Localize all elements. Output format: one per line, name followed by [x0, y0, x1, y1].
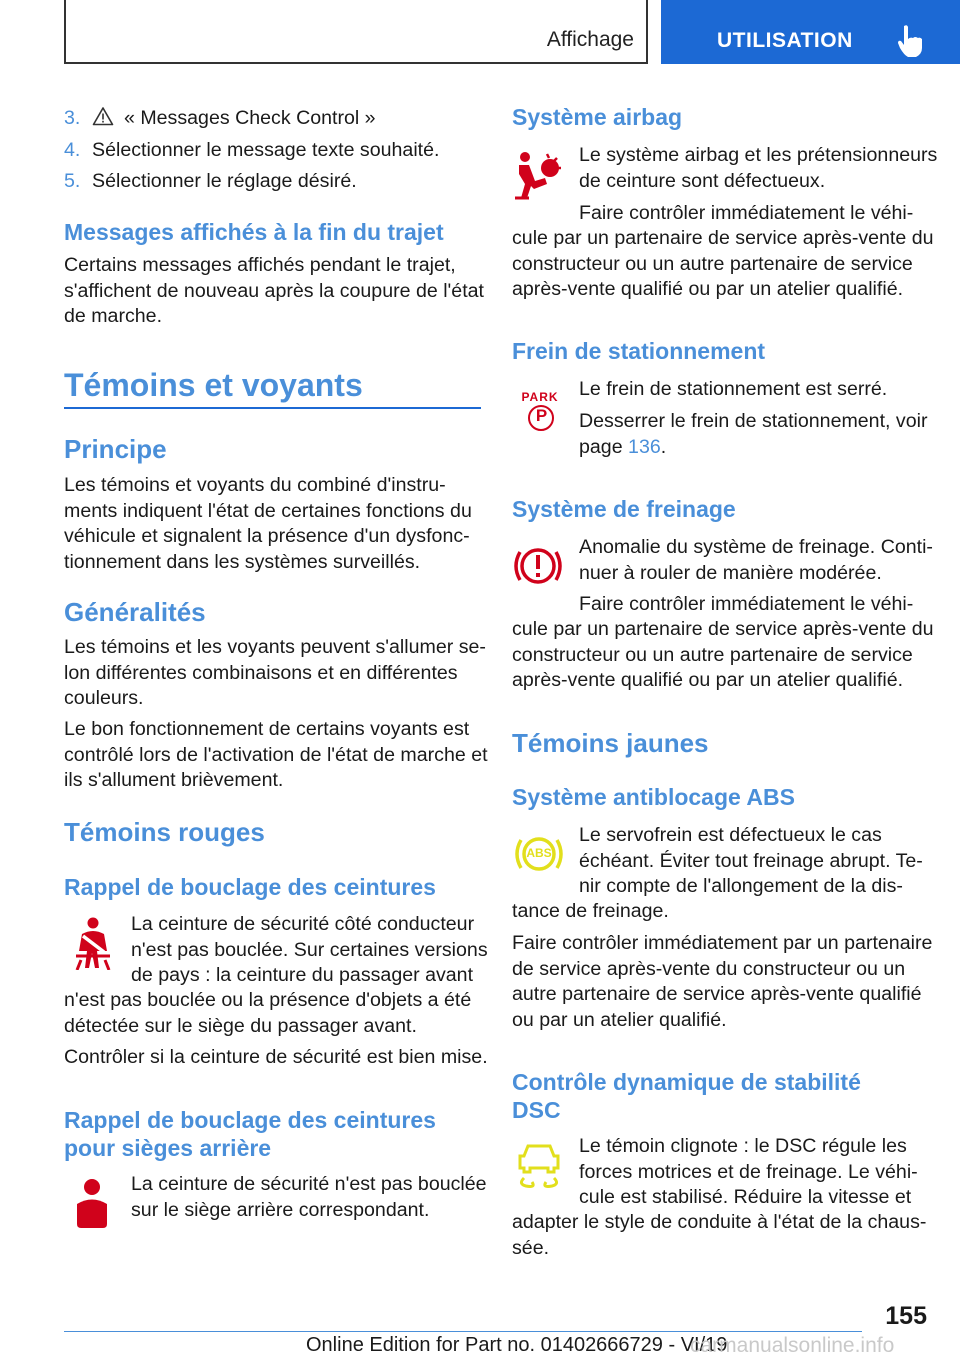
- footer-watermark: carmanualsonline.info: [690, 1334, 895, 1357]
- braking-text-below: cule par un partenaire de service après-vente du constructeur ou un autre partenaire de service après-vente qualifié ou par un atelier qualifié.: [512, 618, 934, 691]
- airbag-icon: [513, 150, 563, 200]
- abs-text-beside: Le servofrein est défectueux le cas échéant. Éviter tout freinage abrupt. Te- nir compte de l'allongement de la dis-: [579, 824, 923, 897]
- belt-rear-text: La ceinture de sécurité n'est pas bouclée sur le siège arrière correspondant.: [131, 1173, 487, 1221]
- heading-abs: Système antiblocage ABS: [512, 784, 795, 810]
- heading-brake-system: Système de freinage: [512, 496, 736, 522]
- heading-principle: Principe: [64, 434, 167, 464]
- title-rule: [64, 407, 481, 409]
- page-link-136[interactable]: 136: [628, 435, 661, 458]
- park-icon-label: PARK: [521, 390, 559, 404]
- park-brake-icon: [520, 390, 560, 430]
- belt-front-text-beside: La ceinture de sécurité côté conducteur n'est pas bouclée. Sur certaines versions de pays : la ceinture du passager avant: [131, 913, 488, 986]
- warning-triangle-icon: [92, 106, 114, 126]
- parking-line1: Le frein de stationnement est serré.: [579, 378, 888, 400]
- chapter-title: UTILISATION: [717, 29, 853, 52]
- heading-airbag: Système airbag: [512, 104, 683, 130]
- seatbelt-icon: [72, 916, 114, 970]
- step-number: 3.: [64, 107, 81, 129]
- rear-seat-occupant-icon: [74, 1178, 110, 1228]
- belt-front-text-below: n'est pas bouclée ou la présence d'objets a été détectée sur le siège du passager avant.: [64, 989, 472, 1037]
- abs-icon-label: ABS: [526, 846, 552, 860]
- page-number: 155: [885, 1302, 927, 1330]
- main-title: Témoins et voyants: [64, 367, 363, 403]
- footer-rule: [64, 1331, 862, 1332]
- dsc-text-below: adapter le style de conduite à l'état de la chaus- sée.: [512, 1211, 927, 1259]
- parking-line2-3: Desserrer le frein de stationnement, voir page 136.: [579, 410, 928, 458]
- braking-text-beside: Anomalie du système de freinage. Conti- nuer à rouler de manière modérée.: [579, 536, 933, 584]
- general-paragraph-1: Les témoins et les voyants peuvent s'allumer se- lon différentes combinaisons et en différentes couleurs.: [64, 636, 486, 709]
- step-number: 4.: [64, 139, 81, 161]
- hand-pointer-icon: [895, 24, 925, 58]
- heading-belt-front: Rappel de bouclage des ceintures: [64, 874, 436, 900]
- heading-general: Généralités: [64, 597, 206, 627]
- section-title: Affichage: [546, 28, 634, 51]
- footer-edition: Online Edition for Part no. 01402666729 - VI/19: [306, 1334, 728, 1356]
- header-chapter-tab[interactable]: [661, 0, 960, 64]
- principle-paragraph: Les témoins et voyants du combiné d'instru- ments indiquent l'état de certaines fonctions du véhicule et signalent la présence d'un dysfonc- tionnement dans les systèmes surveillés.: [64, 474, 472, 573]
- abs-paragraph-2: Faire contrôler immédiatement par un partenaire de service après-vente du constructeur ou un autre partenaire de service après-vente qualifié ou par un atelier qualifié.: [512, 932, 933, 1031]
- heading-parking-brake: Frein de stationnement: [512, 338, 766, 364]
- heading-belt-rear: Rappel de bouclage des ceintures pour sièges arrière: [64, 1107, 436, 1161]
- heading-end-trip: Messages affichés à la fin du trajet: [64, 219, 444, 245]
- airbag-text-after: Faire contrôler immédiatement le véhi-: [579, 202, 914, 224]
- step-text: Sélectionner le message texte souhaité.: [92, 139, 440, 161]
- header-section-box: [64, 0, 648, 64]
- abs-text-below: tance de freinage.: [512, 900, 669, 922]
- step-3: [64, 106, 376, 132]
- brake-warning-icon: [513, 544, 563, 588]
- step-5: [64, 169, 357, 195]
- end-trip-paragraph: Certains messages affichés pendant le trajet, s'affichent de nouveau après la coupure de l'état de marche.: [64, 254, 484, 327]
- airbag-text-below: cule par un partenaire de service après-vente du constructeur ou un autre partenaire de service après-vente qualifié ou par un atelier qualifié.: [512, 227, 934, 300]
- park-icon-letter: P: [535, 406, 548, 425]
- belt-front-check: Contrôler si la ceinture de sécurité est bien mise.: [64, 1046, 488, 1068]
- step-4: [64, 138, 439, 164]
- heading-dsc: Contrôle dynamique de stabilité DSC: [512, 1069, 861, 1123]
- step-number: 5.: [64, 170, 81, 192]
- airbag-text-beside: Le système airbag et les prétensionneurs de ceinture sont défectueux.: [579, 144, 938, 192]
- dsc-text-beside: Le témoin clignote : le DSC régule les forces motrices et de freinage. Le véhi- cule est stabilisé. Réduire la vitesse et: [579, 1135, 918, 1208]
- abs-icon: [513, 832, 565, 876]
- step-text: « Messages Check Control »: [124, 107, 376, 129]
- step-text: Sélectionner le réglage désiré.: [92, 170, 357, 192]
- general-paragraph-2: Le bon fonctionnement de certains voyants est contrôlé lors de l'activation de l'état de marche et ils s'allument brièvement.: [64, 718, 488, 791]
- heading-red-lights: Témoins rouges: [64, 817, 265, 847]
- braking-text-after: Faire contrôler immédiatement le véhi-: [579, 593, 914, 615]
- heading-yellow-lights: Témoins jaunes: [512, 728, 709, 758]
- dsc-icon: [516, 1140, 562, 1192]
